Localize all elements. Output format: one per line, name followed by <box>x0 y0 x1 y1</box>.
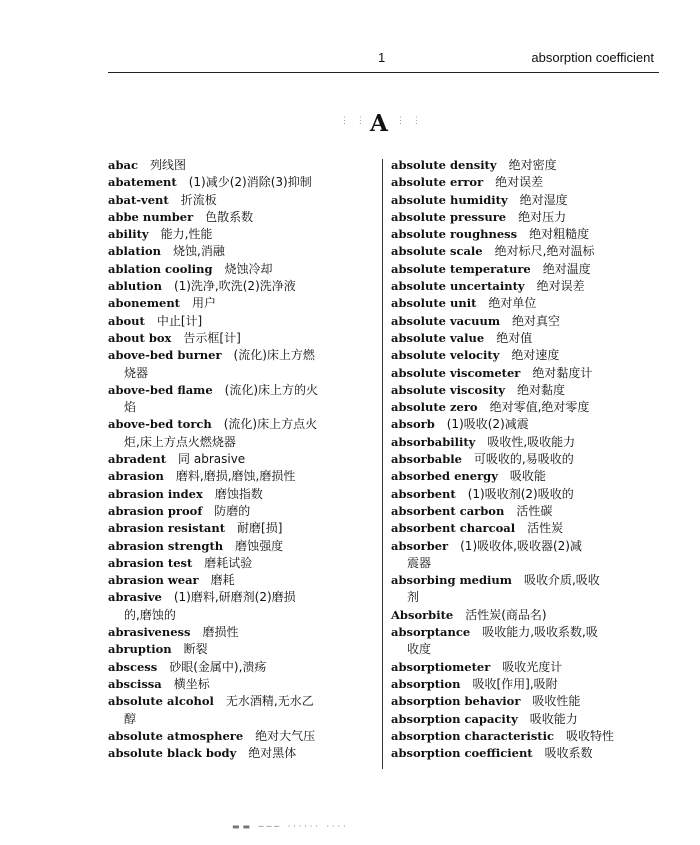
footer-marks: ▬▬ ─── ······ ···· <box>232 822 349 831</box>
entry-term: absorber <box>391 538 449 553</box>
entry-term: about <box>108 313 145 328</box>
entry-term: absorbed energy <box>391 469 498 484</box>
entry-term: abscess <box>108 659 158 674</box>
dictionary-entry <box>108 572 374 589</box>
entry-translation: 色散系数 <box>205 209 254 224</box>
dictionary-entry <box>391 659 657 676</box>
dictionary-entry <box>108 589 374 606</box>
entry-term: absolute density <box>391 158 497 172</box>
dictionary-entry <box>108 486 374 503</box>
entry-term: abradent <box>108 452 167 467</box>
entry-continuation: 烧器 <box>124 365 149 380</box>
entry-translation: 绝对零值,绝对零度 <box>489 400 590 415</box>
entry-continuation: 醇 <box>124 711 137 726</box>
entry-term: absolute roughness <box>391 227 518 242</box>
entry-translation: 吸收性,吸收能力 <box>487 434 576 449</box>
entry-term: absolute value <box>391 330 485 345</box>
entry-translation: 横坐标 <box>173 676 210 691</box>
dictionary-entry <box>391 693 657 710</box>
entry-translation: (1)洗净,吹洗(2)洗净液 <box>173 279 296 294</box>
dictionary-entry <box>391 209 657 226</box>
entry-term: absorption coefficient <box>391 746 533 761</box>
entry-term: absorbent carbon <box>391 503 505 518</box>
entry-translation: 可吸收的,易吸收的 <box>473 452 574 467</box>
entry-translation: 磨损性 <box>202 625 239 640</box>
dictionary-entry <box>391 174 657 191</box>
dictionary-entry <box>108 520 374 537</box>
dictionary-entry <box>391 624 657 641</box>
header-rule <box>108 72 659 73</box>
dictionary-entry <box>108 693 374 710</box>
entry-translation: (1)吸收剂(2)吸收的 <box>467 486 574 501</box>
dictionary-entry <box>108 641 374 658</box>
entry-continuation: 剂 <box>407 590 420 605</box>
dictionary-entry <box>108 192 374 209</box>
dictionary-entry <box>391 157 657 174</box>
entry-translation: 用户 <box>192 296 217 311</box>
dictionary-entry <box>391 538 657 555</box>
dictionary-entry <box>391 295 657 312</box>
entry-translation: 绝对温度 <box>542 261 591 276</box>
entry-translation: 耐磨[损] <box>237 521 283 536</box>
entry-translation: 绝对粗糙度 <box>529 227 590 242</box>
dictionary-entry <box>108 295 374 312</box>
dictionary-entry <box>108 243 374 260</box>
entry-translation: 告示框[计] <box>183 330 241 345</box>
dictionary-entry <box>391 503 657 520</box>
dictionary-entry <box>108 745 374 762</box>
dictionary-entry <box>391 486 657 503</box>
entry-term: above-bed torch <box>108 417 212 432</box>
dictionary-entry <box>391 313 657 330</box>
entry-translation: 吸收特性 <box>566 728 615 743</box>
entry-term: absolute zero <box>391 400 478 415</box>
entry-translation: (1)磨料,研磨剂(2)磨损 <box>173 590 296 605</box>
entry-term: absorption behavior <box>391 694 521 709</box>
entry-translation: 绝对湿度 <box>519 192 568 207</box>
dictionary-entry <box>108 468 374 485</box>
entry-term: abrasion strength <box>108 538 224 553</box>
entry-term: absorbent charcoal <box>391 521 516 536</box>
running-head: absorption coefficient <box>531 50 654 65</box>
section-dots-left: ⋮ ⋮ <box>340 116 367 126</box>
entry-term: abat-vent <box>108 192 169 207</box>
entry-term: abrasive <box>108 590 162 605</box>
entry-term: absorbability <box>391 434 476 449</box>
entry-translation: 绝对值 <box>496 330 533 345</box>
entry-translation: 磨耗试验 <box>204 555 253 570</box>
entry-translation: 活性炭(商品名) <box>465 607 547 622</box>
entry-term: abatement <box>108 175 177 190</box>
entry-term: absorption characteristic <box>391 728 554 743</box>
entry-continuation: 收度 <box>407 642 432 657</box>
entry-term: abbe number <box>108 209 194 224</box>
entry-term: abrasion index <box>108 486 203 501</box>
entry-translation: 磨蚀强度 <box>235 538 284 553</box>
entry-translation: 绝对压力 <box>518 209 567 224</box>
entry-translation: 烧蚀冷却 <box>224 261 273 276</box>
entry-translation: 折流板 <box>180 192 217 207</box>
dictionary-entry <box>391 226 657 243</box>
dictionary-entry <box>391 711 657 728</box>
entry-translation: 砂眼(金属中),溃疡 <box>169 659 267 674</box>
entry-translation: 吸收能 <box>509 469 546 484</box>
entry-translation: 中止[计] <box>156 313 203 328</box>
entry-term: absolute scale <box>391 244 483 259</box>
entry-translation: (1)吸收体,吸收器(2)减 <box>460 538 582 553</box>
dictionary-entry <box>391 347 657 364</box>
dictionary-entry <box>391 434 657 451</box>
entry-translation: 磨料,磨损,磨蚀,磨损性 <box>175 469 296 484</box>
entry-translation: 绝对大气压 <box>255 728 316 743</box>
entry-term: above-bed flame <box>108 382 213 397</box>
dictionary-entry <box>108 503 374 520</box>
entry-translation: 断裂 <box>183 642 208 657</box>
entry-translation: 绝对速度 <box>511 348 560 363</box>
dictionary-entry <box>108 313 374 330</box>
entry-term: absolute velocity <box>391 348 500 363</box>
entry-translation: 绝对误差 <box>495 175 544 190</box>
entry-term: absolute humidity <box>391 192 508 207</box>
entry-translation: 绝对黏度 <box>517 382 566 397</box>
entry-term: absolute atmosphere <box>108 728 244 743</box>
dictionary-entry <box>391 261 657 278</box>
entry-term: absolute uncertainty <box>391 279 525 294</box>
entry-translation: 活性炭 <box>527 521 564 536</box>
entry-translation: 烧蚀,消融 <box>173 244 225 259</box>
entry-term: absolute pressure <box>391 209 507 224</box>
dictionary-entry <box>108 226 374 243</box>
dictionary-entry <box>391 607 657 624</box>
entry-translation: 列线图 <box>149 158 186 172</box>
entry-term: absorption <box>391 676 461 691</box>
entry-continuation: 的,磨蚀的 <box>124 607 176 622</box>
dictionary-entry <box>108 261 374 278</box>
entry-term: absorbable <box>391 452 462 467</box>
entry-term: abonement <box>108 296 180 311</box>
entry-translation: 吸收光度计 <box>502 659 563 674</box>
entry-translation: 绝对密度 <box>508 158 557 172</box>
entry-continuation: 震器 <box>407 555 432 570</box>
dictionary-entry <box>391 468 657 485</box>
entry-translation: 无水酒精,无水乙 <box>225 694 314 709</box>
entry-translation: 绝对黑体 <box>248 746 297 761</box>
entry-translation: 吸收系数 <box>544 746 593 761</box>
entry-term: abscissa <box>108 676 162 691</box>
section-letter: A <box>370 110 388 137</box>
dictionary-entry <box>391 520 657 537</box>
dictionary-entry <box>108 451 374 468</box>
entry-term: abrasion test <box>108 555 193 570</box>
dictionary-entry <box>391 416 657 433</box>
right-column <box>391 157 657 762</box>
entry-translation: 绝对黏度计 <box>532 365 593 380</box>
dictionary-entry <box>391 676 657 693</box>
dictionary-entry <box>108 659 374 676</box>
entry-term: absolute error <box>391 175 484 190</box>
entry-term: abruption <box>108 642 172 657</box>
entry-term: Absorbite <box>391 607 454 622</box>
dictionary-entry <box>108 416 374 433</box>
dictionary-entry <box>391 728 657 745</box>
dictionary-entry <box>391 451 657 468</box>
dictionary-entry <box>108 278 374 295</box>
entry-term: ablation cooling <box>108 261 213 276</box>
dictionary-entry <box>108 209 374 226</box>
entry-term: above-bed burner <box>108 348 222 363</box>
dictionary-entry <box>108 382 374 399</box>
dictionary-entry <box>108 157 374 174</box>
dictionary-entry <box>108 174 374 191</box>
entry-translation: (流化)床上方的火 <box>224 382 319 397</box>
entry-term: absorbing medium <box>391 573 512 588</box>
entry-term: abac <box>108 158 138 172</box>
dictionary-entry <box>391 365 657 382</box>
entry-term: absolute vacuum <box>391 313 501 328</box>
entry-translation: 防磨的 <box>214 503 251 518</box>
entry-term: absorbent <box>391 486 456 501</box>
dictionary-entry <box>391 382 657 399</box>
entry-term: ability <box>108 227 149 242</box>
page-number: 1 <box>378 50 386 65</box>
column-divider <box>382 159 383 769</box>
entry-term: abrasiveness <box>108 625 191 640</box>
entry-term: about box <box>108 330 172 345</box>
entry-translation: 吸收性能 <box>532 694 581 709</box>
entry-translation: 同 abrasive <box>178 452 246 467</box>
dictionary-entry <box>108 676 374 693</box>
dictionary-entry <box>108 728 374 745</box>
entry-translation: (1)减少(2)消除(3)抑制 <box>188 175 312 190</box>
entry-term: absorptiometer <box>391 659 491 674</box>
entry-translation: 绝对真空 <box>512 313 561 328</box>
entry-translation: 磨蚀指数 <box>214 486 263 501</box>
entry-term: abrasion resistant <box>108 521 226 536</box>
dictionary-entry <box>108 347 374 364</box>
dictionary-entry <box>108 330 374 347</box>
entry-term: abrasion proof <box>108 503 203 518</box>
section-dots-right: ⋮ ⋮ <box>396 116 423 126</box>
dictionary-entry <box>391 399 657 416</box>
entry-term: absolute alcohol <box>108 694 214 709</box>
dictionary-entry <box>391 330 657 347</box>
entry-term: ablation <box>108 244 162 259</box>
entry-term: ablution <box>108 279 162 294</box>
entry-term: abrasion <box>108 469 164 484</box>
entry-translation: (流化)床上方点火 <box>223 417 318 432</box>
dictionary-entry <box>391 745 657 762</box>
entry-translation: 吸收[作用],吸附 <box>472 676 558 691</box>
entry-term: absolute temperature <box>391 261 531 276</box>
entry-translation: 磨耗 <box>210 573 235 588</box>
left-column <box>108 157 374 762</box>
entry-translation: 活性碳 <box>516 503 553 518</box>
entry-term: absorb <box>391 417 435 432</box>
entry-translation: 绝对单位 <box>488 296 537 311</box>
entry-continuation: 炬,床上方点火燃烧器 <box>124 434 236 449</box>
entry-translation: 绝对误差 <box>536 279 585 294</box>
dictionary-entry <box>108 624 374 641</box>
entry-translation: 吸收能力,吸收系数,吸 <box>482 625 598 640</box>
entry-translation: 吸收能力 <box>529 711 578 726</box>
entry-translation: 绝对标尺,绝对温标 <box>494 244 595 259</box>
entry-translation: (1)吸收(2)减震 <box>446 417 529 432</box>
dictionary-entry <box>391 572 657 589</box>
entry-translation: 能力,性能 <box>160 227 213 242</box>
dictionary-entry <box>391 243 657 260</box>
entry-translation: 吸收介质,吸收 <box>523 573 600 588</box>
dictionary-entry <box>391 278 657 295</box>
entry-continuation: 焰 <box>124 400 137 415</box>
entry-term: absolute black body <box>108 746 237 761</box>
entry-term: absolute viscometer <box>391 365 521 380</box>
entry-term: absolute unit <box>391 296 477 311</box>
dictionary-entry <box>108 555 374 572</box>
entry-term: absolute viscosity <box>391 382 506 397</box>
entry-term: absorptance <box>391 625 471 640</box>
dictionary-entry <box>108 538 374 555</box>
dictionary-entry <box>391 192 657 209</box>
entry-term: absorption capacity <box>391 711 518 726</box>
entry-translation: (流化)床上方燃 <box>233 348 315 363</box>
entry-term: abrasion wear <box>108 573 199 588</box>
